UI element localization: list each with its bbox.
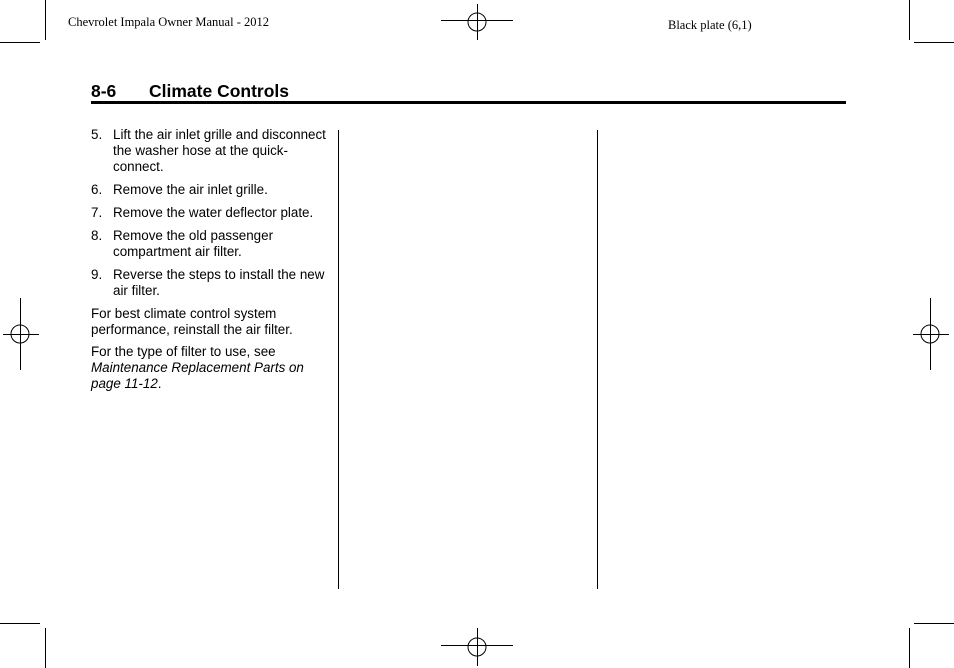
crop-mark	[914, 42, 954, 43]
cross-reference-link[interactable]: Maintenance Replacement Parts on page 11-12	[91, 360, 304, 391]
step-number: 5.	[91, 127, 103, 142]
registration-mark-icon	[462, 632, 492, 662]
step-text: Reverse the steps to install the new air filter.	[113, 267, 325, 298]
crop-mark	[45, 628, 46, 668]
text-column	[91, 127, 331, 398]
steps-list	[91, 127, 331, 299]
crop-mark	[0, 623, 40, 624]
step-text: Remove the water deflector plate.	[113, 205, 314, 220]
crop-mark	[914, 623, 954, 624]
list-item	[91, 228, 331, 260]
heading-rule	[91, 101, 846, 104]
paragraph	[91, 344, 331, 392]
running-header-title: Chevrolet Impala Owner Manual - 2012	[68, 15, 269, 29]
section-heading	[91, 81, 289, 102]
crop-mark	[45, 0, 46, 40]
paragraph-lead: For the type of filter to use, see	[91, 344, 276, 359]
crop-mark	[0, 42, 40, 43]
step-number: 7.	[91, 205, 103, 220]
column-divider	[338, 130, 339, 589]
column-divider	[597, 130, 598, 589]
crop-mark	[909, 628, 910, 668]
registration-mark-icon	[462, 7, 492, 37]
step-text: Remove the air inlet grille.	[113, 182, 268, 197]
step-number: 8.	[91, 228, 103, 243]
list-item	[91, 127, 331, 175]
step-text: Remove the old passenger compartment air filter.	[113, 228, 274, 259]
section-title: Climate Controls	[149, 81, 290, 101]
paragraph-end: .	[157, 376, 162, 391]
list-item	[91, 267, 331, 299]
plate-label: Black plate (6,1)	[668, 18, 752, 32]
section-number: 8-6	[91, 81, 117, 101]
list-item	[91, 182, 331, 198]
paragraph: For best climate control system performance, reinstall the air filter.	[91, 306, 293, 337]
registration-mark-icon	[915, 319, 945, 349]
crop-mark	[909, 0, 910, 40]
step-number: 9.	[91, 267, 103, 282]
list-item	[91, 205, 331, 221]
step-number: 6.	[91, 182, 103, 197]
step-text: Lift the air inlet grille and disconnect the washer hose at the quick-connect.	[113, 127, 326, 174]
registration-mark-icon	[5, 319, 35, 349]
